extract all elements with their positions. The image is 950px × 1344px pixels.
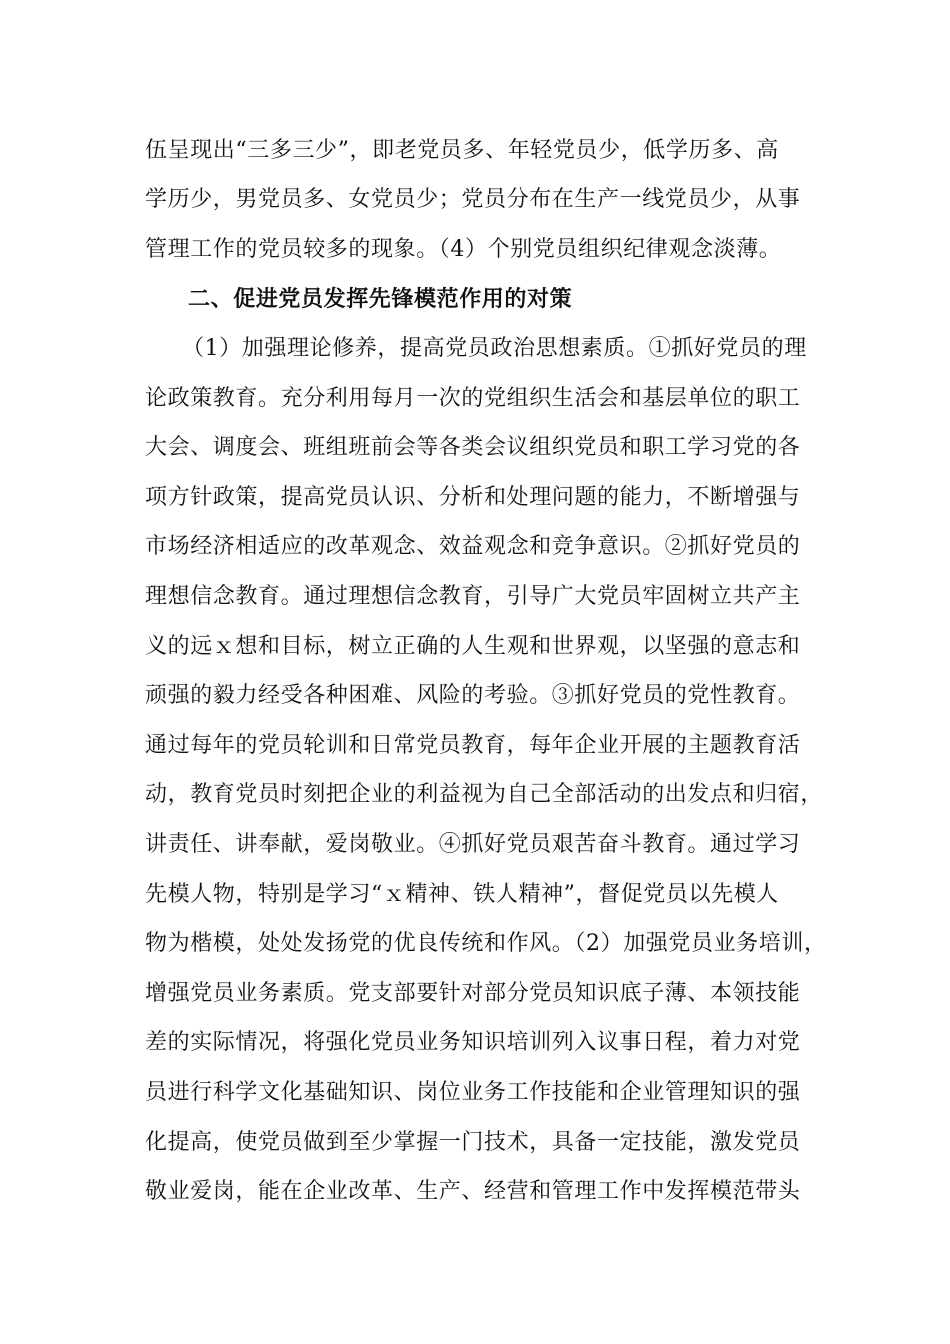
body-text-line: 义的远ｘ想和目标，树立正确的人生观和世界观，以坚强的意志和	[145, 634, 801, 659]
body-text-line: （1）加强理论修养，提高党员政治思想素质。①抓好党员的理	[182, 336, 807, 361]
body-text-line: 员进行科学文化基础知识、岗位业务工作技能和企业管理知识的强	[145, 1080, 801, 1105]
body-text-line: 大会、调度会、班组班前会等各类会议组织党员和职工学习党的各	[145, 435, 801, 460]
body-text-line: 化提高，使党员做到至少掌握一门技术，具备一定技能，激发党员	[145, 1130, 801, 1155]
body-text-line: 顽强的毅力经受各种困难、风险的考验。③抓好党员的党性教育。	[145, 683, 801, 708]
body-text-line: 敬业爱岗，能在企业改革、生产、经营和管理工作中发挥模范带头	[145, 1179, 801, 1204]
body-text-line: 讲责任、讲奉献，爱岗敬业。④抓好党员艰苦奋斗教育。通过学习	[145, 832, 801, 857]
body-text-line: 管理工作的党员较多的现象。（4）个别党员组织纪律观念淡薄。	[145, 237, 782, 262]
section-heading: 二、促进党员发挥先锋模范作用的对策	[188, 286, 573, 312]
body-text-line: 学历少，男党员多、女党员少；党员分布在生产一线党员少，从事	[145, 187, 801, 212]
body-text-line: 项方针政策，提高党员认识、分析和处理问题的能力，不断增强与	[145, 485, 801, 510]
body-text-line: 理想信念教育。通过理想信念教育，引导广大党员牢固树立共产主	[145, 584, 801, 609]
body-text-line: 增强党员业务素质。党支部要针对部分党员知识底子薄、本领技能	[145, 981, 801, 1006]
body-text-line: 伍呈现出“三多三少”，即老党员多、年轻党员少，低学历多、高	[145, 138, 779, 163]
body-text-line: 论政策教育。充分利用每月一次的党组织生活会和基层单位的职工	[145, 386, 801, 411]
body-text-line: 通过每年的党员轮训和日常党员教育，每年企业开展的主题教育活	[145, 733, 801, 758]
body-text-line: 差的实际情况，将强化党员业务知识培训列入议事日程，着力对党	[145, 1030, 801, 1055]
body-text-line: 动，教育党员时刻把企业的利益视为自己全部活动的出发点和归宿，	[145, 782, 824, 807]
body-text-line: 物为楷模，处处发扬党的优良传统和作风。（2）加强党员业务培训，	[145, 931, 827, 956]
body-text-line: 先模人物，特别是学习“ｘ精神、铁人精神”，督促党员以先模人	[145, 882, 779, 907]
body-text-line: 市场经济相适应的改革观念、效益观念和竞争意识。②抓好党员的	[145, 534, 801, 559]
